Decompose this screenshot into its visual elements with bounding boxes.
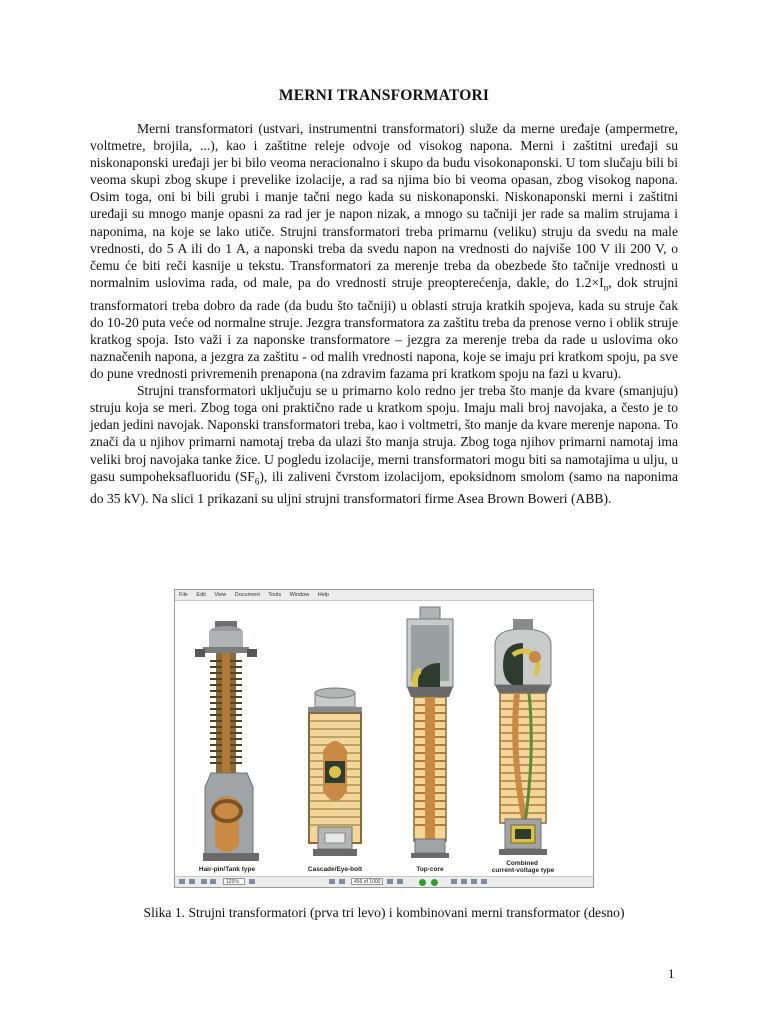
cascade-eyebolt-transformer	[308, 688, 363, 873]
paragraph-1: Merni transformatori (ustvari, instrumentni transformatori) služe da merne uređaje (ampermetre, voltmetre, brojila, ...), kao i zaštitne releje odvoje od visokog napona. Merni i zaštitni uređaji su niskonaponski uređaji jer bi bilo veoma neracionalno i skupo da budu visokonaponski. U tom slučaju bili bi veoma skupi zbog skupe i prevelike izolacije, a rad sa njima bio bi veoma opasan, zbog visokog napona. Osim toga, oni bi bili grubi i manje tačni nego kada su niskonaponski. Niskonaponski merni i zaštitni uređaji su mnogo manje opasni za rad jer je napon nizak, a mnogo su tačniji jer rade sa malim strujama i naponima, na koje se lako utiče. Strujni transformatori treba primarnu (veliku) struju da svedu na male vrednosti, do 5 A ili do 1 A, a naponski treba da svedu napon na vrednosti do najviše 100 V ili 200 V, o čemu će biti reči kasnije u tekstu. Transformatori za merenje treba da obezbede što tačnije vrednosti u normalnim uslovima rada, od male, pa do vrednosti struje preopterećenja, dakle, do $1.2\times I_n$, dok strujni transformatori treba dobro da rade (da budu što tačniji) u oblasti struja kratkih spojeva, kada su struje čak do 10-20 puta veće od normalne struje. Jezgra transformatora za zaštitu treba da prenose verno i oblik struje kratkog spoja. Isto važi i za naponske transformatore – jezgra za merenje treba da rade u uslovima oko naznačenih napona, a jezgra za zaštitu - od malih vrednosti napona, koje se imaju pri kratkom spoju, pa sve do pune vrednosti privremenih prenapona (na zdravim fazama pri kratkom spoju na fazi u kvaru).	[90, 121, 679, 382]
body-text	[90, 120, 678, 508]
page-title: MERNI TRANSFORMATORI	[278, 87, 490, 104]
combined-transformer	[492, 619, 555, 874]
first-page-icon[interactable]	[179, 879, 185, 884]
continuous-icon[interactable]	[461, 879, 467, 884]
top-core-transformer	[407, 607, 453, 873]
viewer-menubar	[175, 590, 593, 601]
label-top-core: Top-core	[416, 866, 444, 873]
transformer-illustration	[175, 601, 593, 877]
menu-window[interactable]: Window	[289, 592, 310, 598]
viewer-statusbar	[175, 876, 593, 887]
label-combined-line1: Combined	[506, 860, 538, 867]
page-number-field[interactable]: 456 of 1000	[351, 878, 383, 885]
forward-icon[interactable]	[431, 879, 438, 886]
back-icon[interactable]	[419, 879, 426, 886]
first-page-button-icon[interactable]	[329, 879, 335, 884]
figure-screenshot	[174, 589, 594, 888]
menu-file[interactable]: File	[179, 592, 188, 598]
figure-caption: Slika 1. Strujni transformatori (prva tri levo) i kombinovani merni transformator (desno)	[143, 905, 625, 920]
single-page-icon[interactable]	[451, 879, 457, 884]
zoom-dropdown-icon[interactable]	[249, 879, 255, 884]
paragraph-2: Strujni transformatori uključuju se u primarno kolo redno jer treba što manje da kvare (smanjuju) struju koja se meri. Zbog toga oni praktično rade u kratkom spoju. Imaju mali broj navojaka, a često je to jedan jedini navojak. Naponski transformatori treba, kao i voltmetri, što manje da kvare merenje napona. To znači da u njihov primarni namotaj treba da ulazi što manja struja. Zbog toga njihov primarni namotaj ima veliki broj navojaka tanke žice. U pogledu izolacije, merni transformatori mogu biti sa namotajima u ulju, u gasu sumpoheksafluoridu $(SF_6)$, ili zaliveni čvrstom izolacijom, epoksidnom smolom (samo na naponima do 35 kV). Na slici 1 prikazani su uljni strujni transformatori firme Asea Brown Boweri (ABB).	[90, 383, 678, 507]
label-cascade: Cascade/Eye-bolt	[307, 866, 363, 873]
menu-document[interactable]: Document	[234, 592, 260, 598]
menu-tools[interactable]: Tools	[268, 592, 282, 598]
fit-width-icon[interactable]	[210, 879, 216, 884]
facing-icon[interactable]	[471, 879, 477, 884]
label-combined-line2: current-voltage type	[491, 867, 555, 874]
hairpin-tank-transformer	[195, 621, 259, 873]
menu-view[interactable]: View	[214, 592, 227, 598]
zoom-field[interactable]: 125%	[223, 878, 245, 885]
prev-page-icon[interactable]	[189, 879, 195, 884]
label-hairpin: Hair-pin/Tank type	[198, 866, 256, 873]
page-number: 1	[668, 966, 675, 981]
menu-edit[interactable]: Edit	[196, 592, 206, 598]
last-page-icon[interactable]	[397, 879, 403, 884]
menu-help[interactable]: Help	[317, 592, 330, 598]
continuous-facing-icon[interactable]	[481, 879, 487, 884]
fit-page-icon[interactable]	[201, 879, 207, 884]
label-combined	[492, 860, 555, 874]
prev-page-button-icon[interactable]	[339, 879, 345, 884]
next-page-icon[interactable]	[387, 879, 393, 884]
